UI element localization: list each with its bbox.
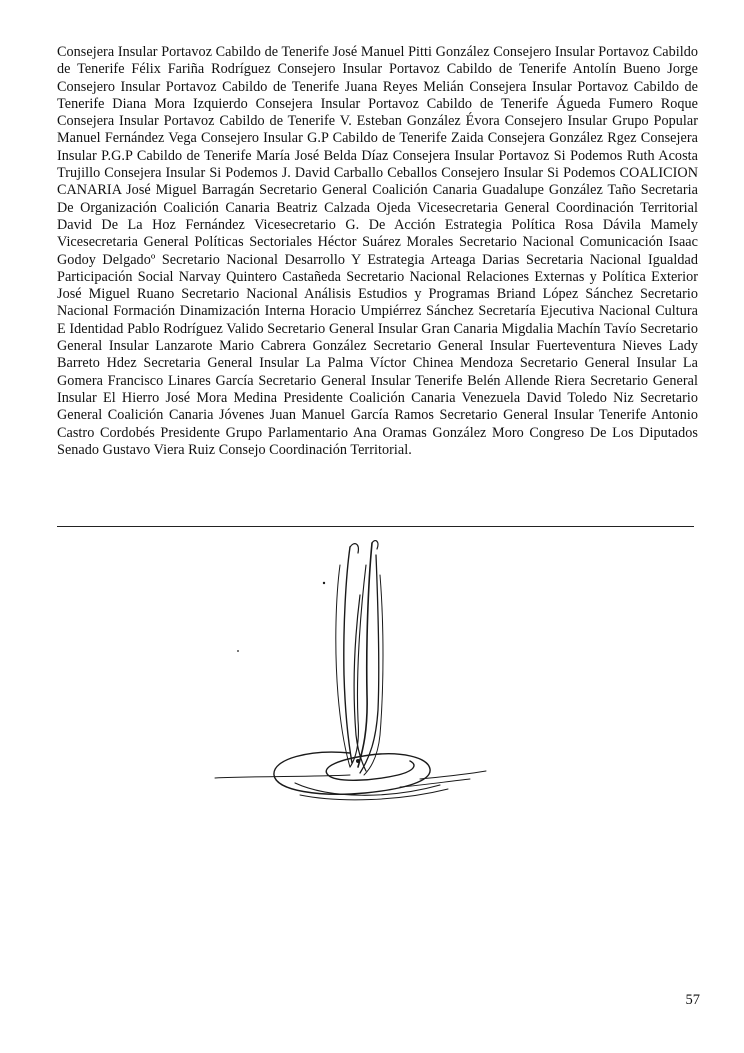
handwritten-signature bbox=[200, 535, 500, 810]
body-paragraph: Consejera Insular Portavoz Cabildo de Tenerife José Manuel Pitti González Consejero Insular Portavoz Cabildo de Tenerife Félix Fariña Rodríguez Consejero Insular Portavoz Cabildo de Tenerife Antolín Bueno Jorge Consejero Insular Portavoz Cabildo de Tenerife Juana Reyes Melián Consejera Insular Portavoz Cabildo de Tenerife Diana Mora Izquierdo Consejera Insular Portavoz Cabildo de Tenerife Águeda Fumero Roque Consejera Insular Portavoz Cabildo de Tenerife V. Esteban González Évora Consejero Insular Grupo Popular Manuel Fernández Vega Consejero Insular G.P Cabildo de Tenerife Zaida Consejera González Rgez Consejera Insular P.G.P Cabildo de Tenerife María José Belda Díaz Consejera Insular Portavoz Si Podemos Ruth Acosta Trujillo Consejera Insular Si Podemos J. David Carballo Ceballos Consejero Insular Si Podemos COALICION CANARIA José Miguel Barragán Secretario General Coalición Canaria Guadalupe González Taño Secretaria De Organización Coalición Canaria Beatriz Calzada Ojeda Vicesecretaria General Coordinación Territorial David De La Hoz Fernández Vicesecretario G. De Acción Estrategia Política Rosa Dávila Mamely Vicesecretaria General Políticas Sectoriales Héctor Suárez Morales Secretario Nacional Comunicación Isaac Godoy Delgadoº Secretario Nacional Desarrollo Y Estrategia Arteaga Darias Secretaria Nacional Igualdad Participación Social Narvay Quintero Castañeda Secretario Nacional Relaciones Externas y Política Exterior José Miguel Ruano Secretario Nacional Análisis Estudios y Programas Briand López Sánchez Secretario Nacional Formación Dinamización Interna Horacio Umpiérrez Sánchez Secretaría Ejecutiva Nacional Cultura E Identidad Pablo Rodríguez Valido Secretario General Insular Gran Canaria Migdalia Machín Tavío Secretario General Insular Lanzarote Mario Cabrera González Secretario General Insular Fuerteventura Nieves Lady Barreto Hdez Secretaria General Insular La Palma Víctor Chinea Mendoza Secretario General Insular La Gomera Francisco Linares García Secretario General Insular Tenerife Belén Allende Riera Secretario General Insular El Hierro José Mora Medina Presidente Coalición Canaria Venezuela David Toledo Niz Secretario General Coalición Canaria Jóvenes Juan Manuel García Ramos Secretario General Insular Tenerife Antonio Castro Cordobés Presidente Grupo Parlamentario Ana Oramas González Moro Congreso De Los Diputados Senado Gustavo Viera Ruiz Consejo Coordinación Territorial. bbox=[57, 44, 698, 458]
horizontal-rule bbox=[57, 526, 694, 527]
page-number: 57 bbox=[685, 992, 700, 1008]
